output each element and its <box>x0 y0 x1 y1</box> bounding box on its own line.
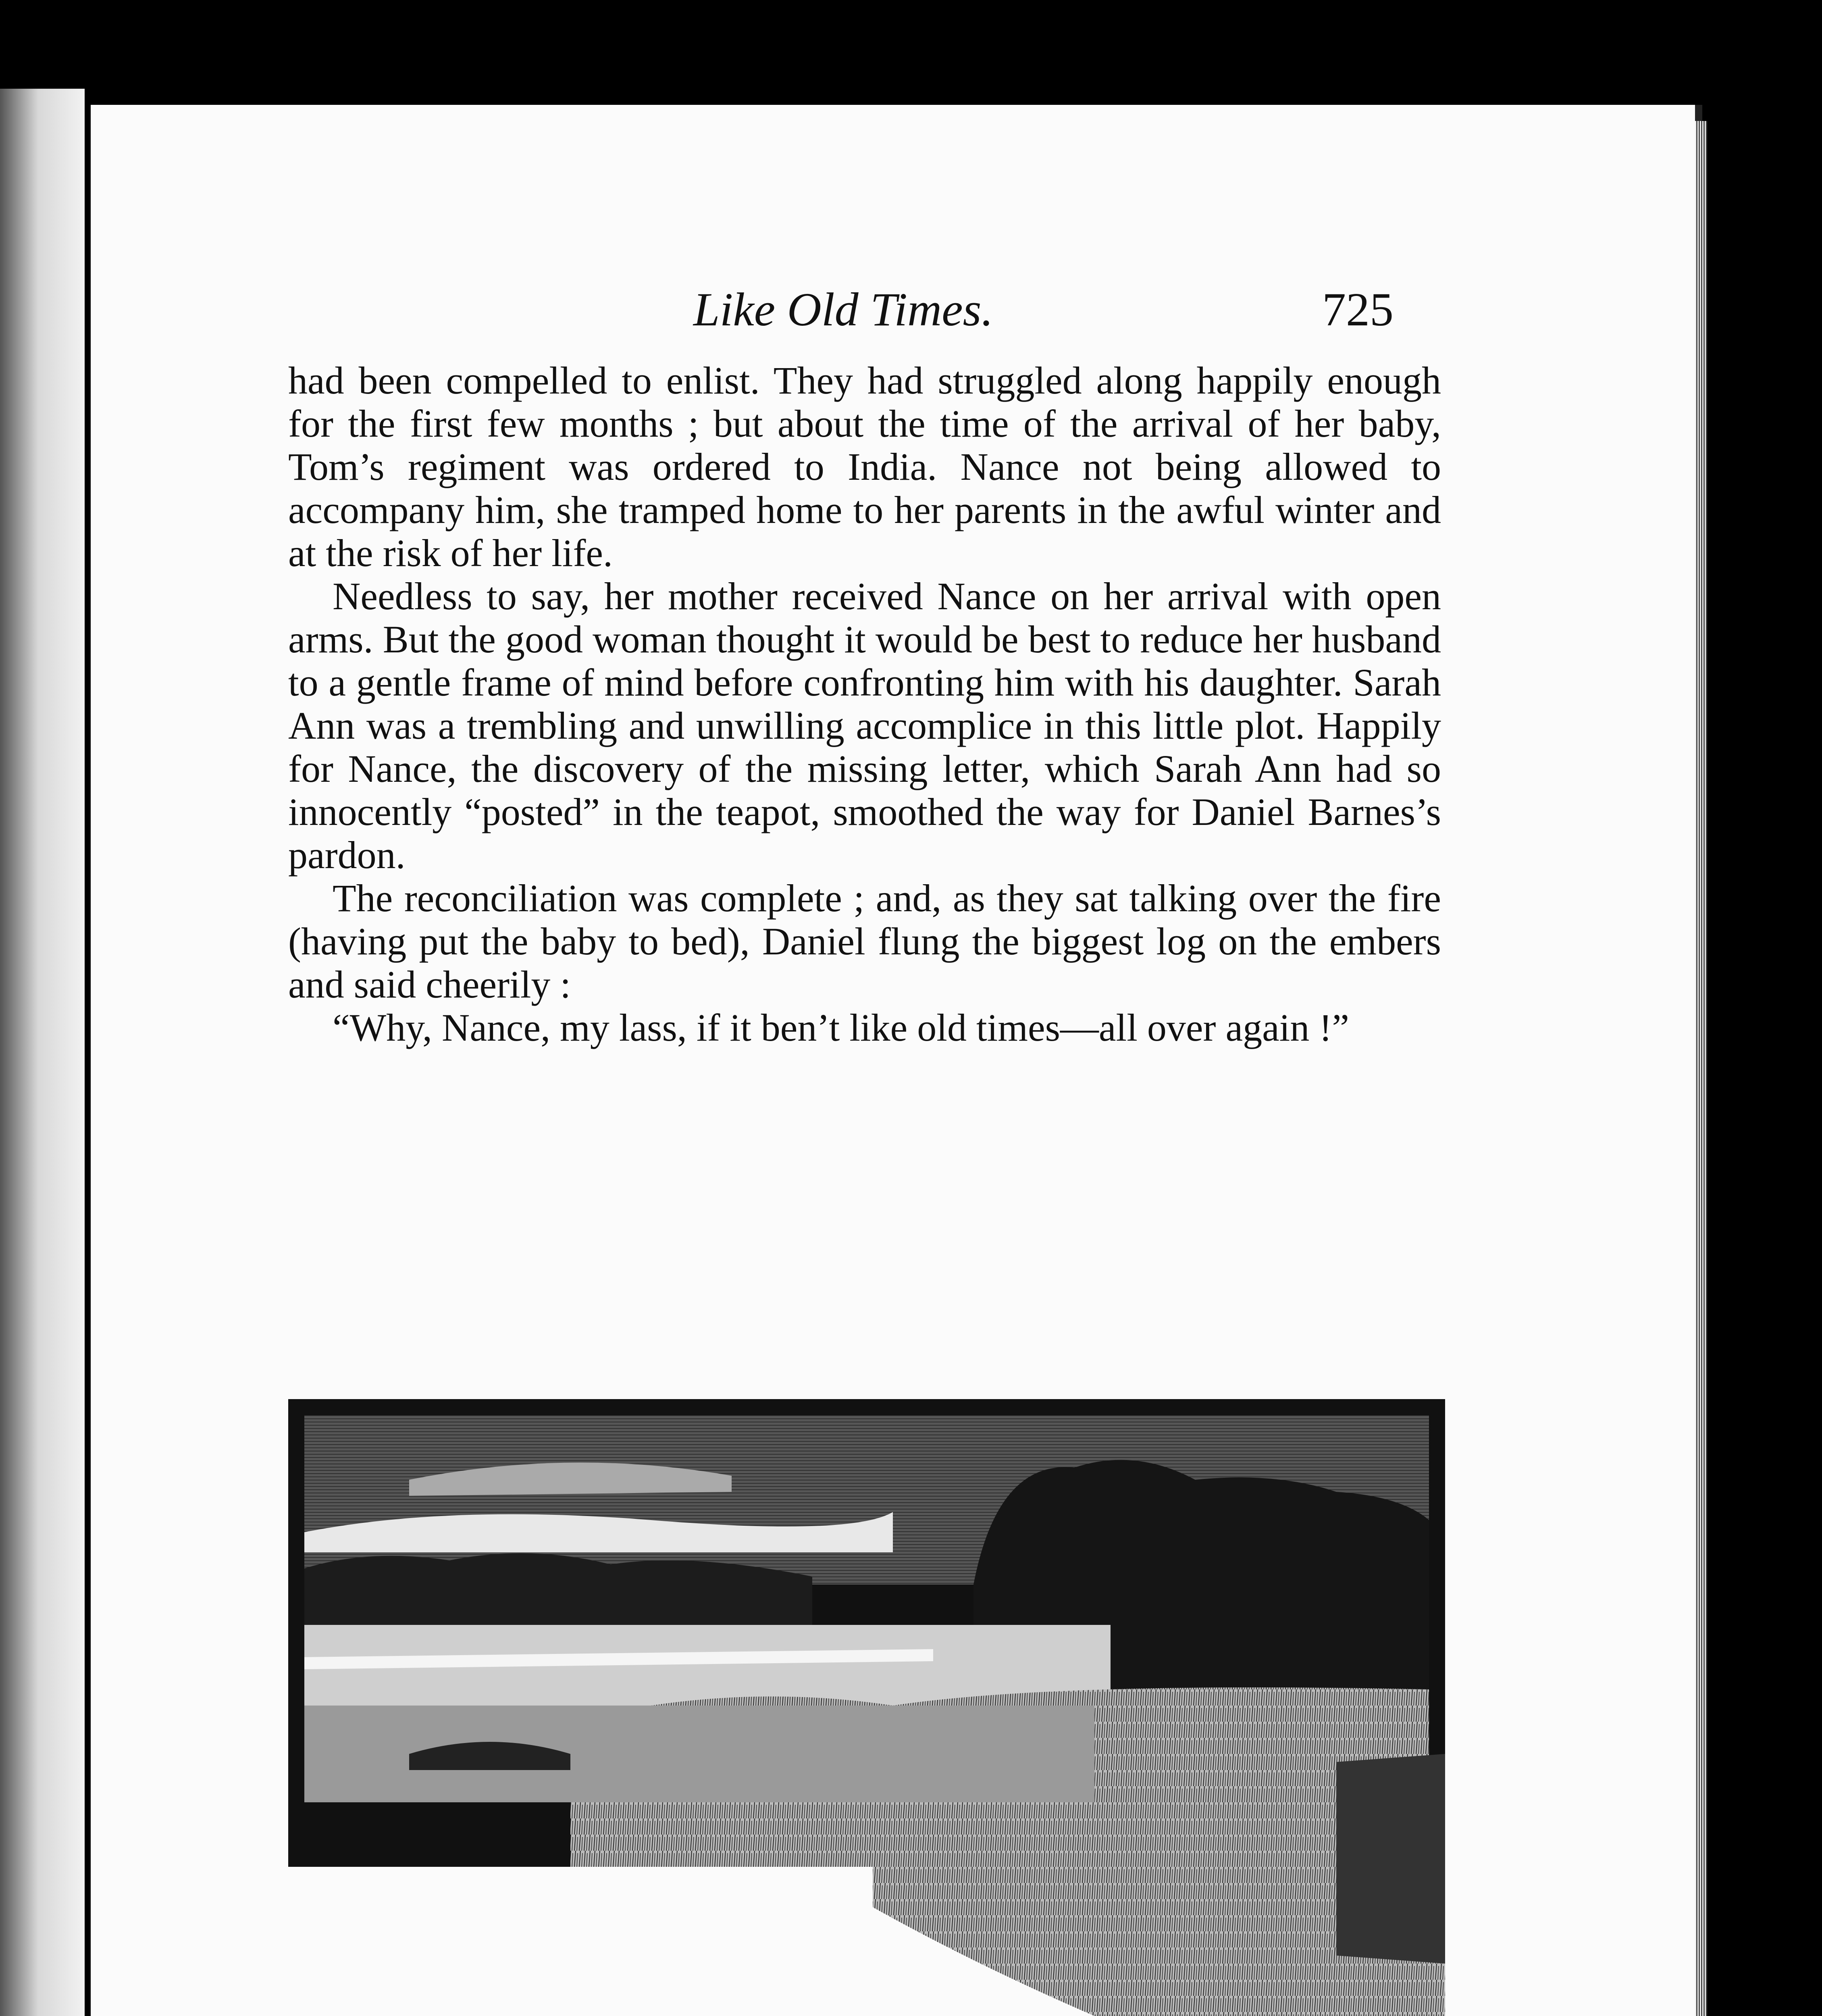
paragraph: had been compelled to enlist. They had struggled along happily enough for the first few months ; but about the time of the arrival of her baby, Tom’s regiment was ordered to India. Nance not being allowed to accompany him, she tramped home to her parents in the awful winter and at the risk of her life. <box>288 359 1441 575</box>
marsh-landscape-icon <box>288 1399 1445 2016</box>
previous-page-edge <box>0 89 85 2016</box>
page-stack-edge <box>1695 121 1707 2016</box>
page-number: 725 <box>1322 283 1394 336</box>
landscape-engraving <box>288 1399 1445 2016</box>
paragraph: Needless to say, her mother received Nance on her arrival with open arms. But the good woman thought it would be best to reduce her husband to a gentle frame of mind before confronting him with his daughter. Sarah Ann was a trembling and unwilling accomplice in this little plot. Happily for Nance, the discovery of the missing letter, which Sarah Ann had so innocently “posted” in the teapot, smoothed the way for Daniel Barnes’s pardon. <box>288 575 1441 877</box>
body-text <box>288 359 1441 1049</box>
paragraph: The reconciliation was complete ; and, as they sat talking over the fire (having put the baby to bed), Daniel flung the biggest log on the embers and said cheerily : <box>288 877 1441 1006</box>
running-title: Like Old Times. <box>693 283 994 336</box>
paragraph: “Why, Nance, my lass, if it ben’t like old times—all over again !” <box>333 1006 1349 1049</box>
